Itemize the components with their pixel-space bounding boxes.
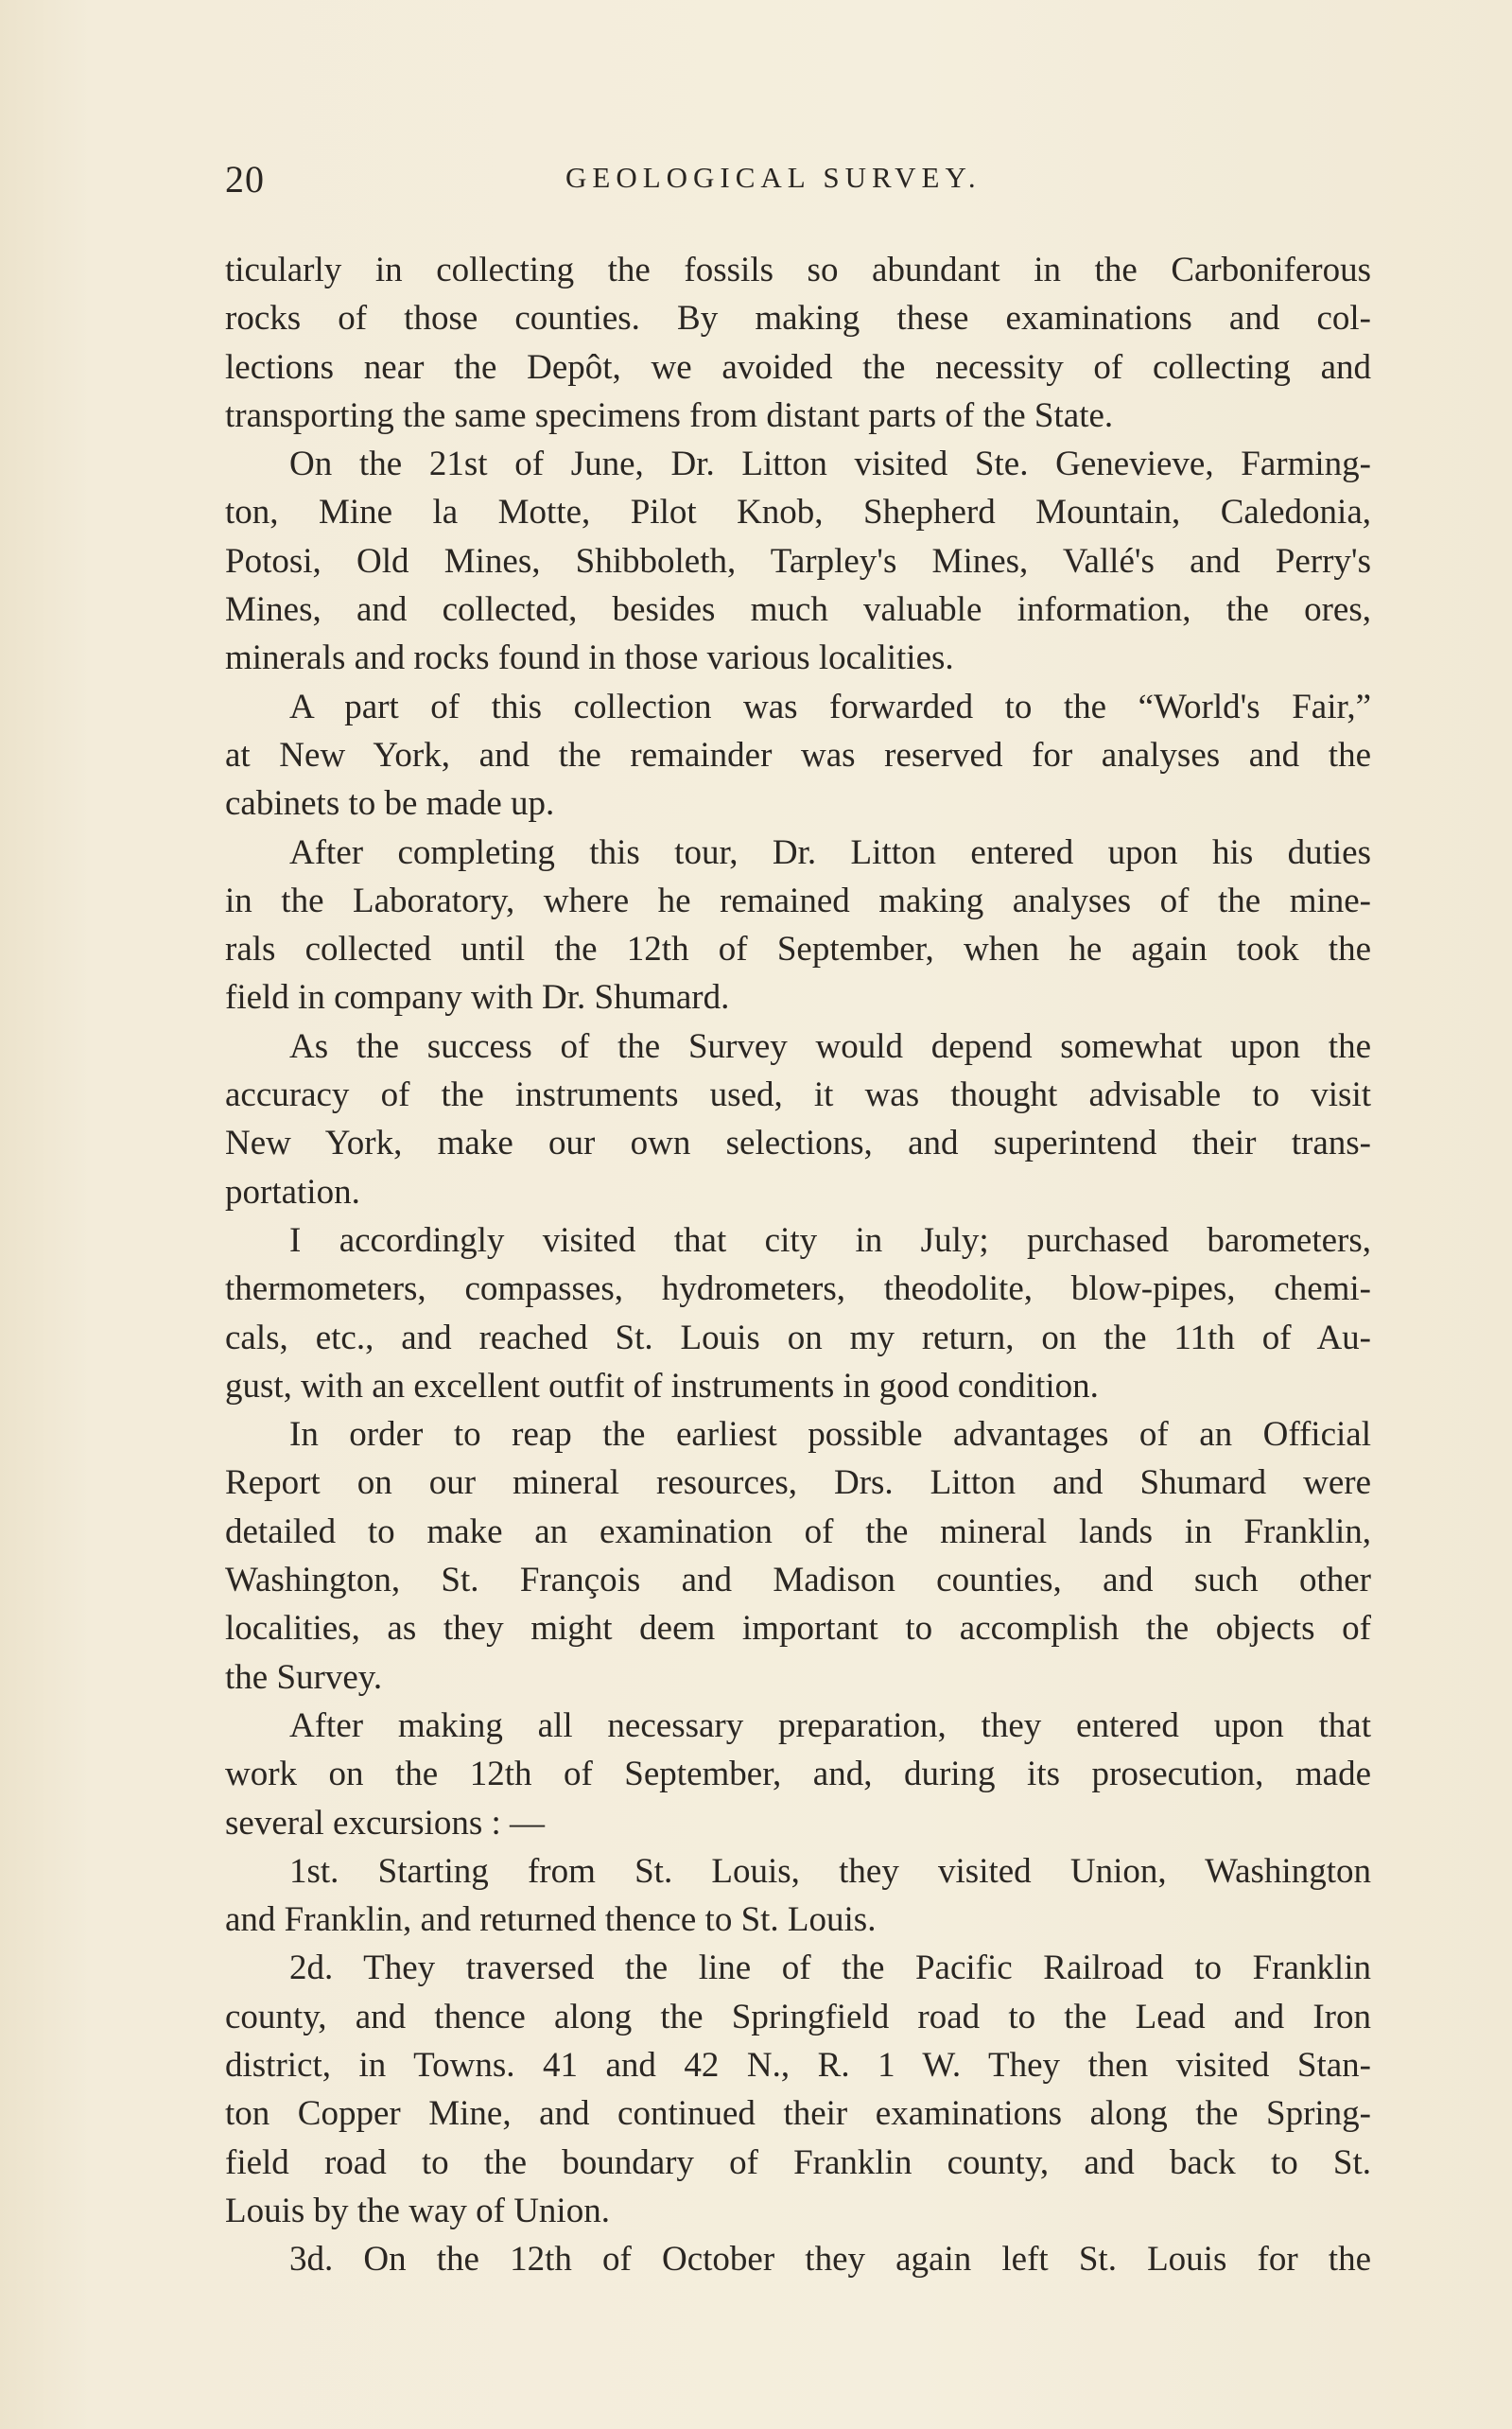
page-number: 20 <box>225 158 265 201</box>
text-line: thermometers, compasses, hydrometers, theodolite, blow-pipes, chemi- <box>225 1269 1371 1309</box>
running-head: GEOLOGICAL SURVEY. <box>565 161 982 194</box>
text-line: ton, Mine la Motte, Pilot Knob, Shepherd Mountain, Caledonia, <box>225 493 1371 533</box>
text-line: accuracy of the instruments used, it was thought advisable to visit <box>225 1075 1371 1115</box>
text-line: Washington, St. François and Madison counties, and such other <box>225 1561 1371 1600</box>
text-line: transporting the same specimens from distant parts of the State. <box>225 395 1114 435</box>
text-line: localities, as they might deem important to accomplish the objects of <box>225 1609 1371 1649</box>
text-line: cabinets to be made up. <box>225 784 555 824</box>
text-line: minerals and rocks found in those various localities. <box>225 638 954 678</box>
text-line: county, and thence along the Springfield road to the Lead and Iron <box>225 1997 1371 2036</box>
text-line: the Survey. <box>225 1657 383 1697</box>
text-line: A part of this collection was forwarded to the “World's Fair,” <box>289 687 1371 726</box>
body-text <box>225 246 1371 2283</box>
text-line: field road to the boundary of Franklin county, and back to St. <box>225 2142 1371 2182</box>
text-line: cals, etc., and reached St. Louis on my return, on the 11th of Au- <box>225 1318 1371 1357</box>
text-line: After making all necessary preparation, they entered upon that <box>289 1705 1371 1745</box>
text-line: Potosi, Old Mines, Shibboleth, Tarpley's Mines, Vallé's and Perry's <box>225 541 1371 581</box>
page-header <box>225 151 1371 208</box>
text-line: several excursions : — <box>225 1803 546 1843</box>
text-line: gust, with an excellent outfit of instruments in good condition. <box>225 1366 1099 1406</box>
text-line: rals collected until the 12th of September, when he again took the <box>225 930 1371 970</box>
text-line: As the success of the Survey would depend somewhat upon the <box>289 1026 1371 1066</box>
text-line: In order to reap the earliest possible advantages of an Official <box>289 1415 1371 1455</box>
text-line: On the 21st of June, Dr. Litton visited Ste. Genevieve, Farming- <box>289 445 1371 484</box>
text-line: detailed to make an examination of the mineral lands in Franklin, <box>225 1512 1371 1551</box>
text-line: and Franklin, and returned thence to St. Louis. <box>225 1900 877 1940</box>
text-line: 1st. Starting from St. Louis, they visited Union, Washington <box>289 1851 1371 1891</box>
text-line: Mines, and collected, besides much valuable information, the ores, <box>225 590 1371 630</box>
text-line: rocks of those counties. By making these examinations and col- <box>225 299 1371 339</box>
text-line: I accordingly visited that city in July; purchased barometers, <box>289 1220 1371 1260</box>
text-line: at New York, and the remainder was reserved for analyses and the <box>225 735 1371 775</box>
text-line: After completing this tour, Dr. Litton entered upon his duties <box>289 832 1371 872</box>
text-line: work on the 12th of September, and, during its prosecution, made <box>225 1755 1371 1794</box>
text-line: Louis by the way of Union. <box>225 2191 610 2230</box>
text-line: lections near the Depôt, we avoided the necessity of collecting and <box>225 347 1371 387</box>
text-line: ton Copper Mine, and continued their examinations along the Spring- <box>225 2094 1371 2134</box>
text-line: New York, make our own selections, and superintend their trans- <box>225 1124 1371 1163</box>
text-line: portation. <box>225 1172 360 1212</box>
text-line: district, in Towns. 41 and 42 N., R. 1 W. They then visited Stan- <box>225 2045 1371 2085</box>
text-line: ticularly in collecting the fossils so abundant in the Carboniferous <box>225 251 1371 289</box>
text-line: field in company with Dr. Shumard. <box>225 978 730 1018</box>
text-line: 2d. They traversed the line of the Pacific Railroad to Franklin <box>289 1948 1371 1988</box>
text-line: Report on our mineral resources, Drs. Litton and Shumard were <box>225 1463 1371 1503</box>
text-line: 3d. On the 12th of October they again left St. Louis for the <box>289 2240 1371 2280</box>
text-line: in the Laboratory, where he remained making analyses of the mine- <box>225 881 1371 920</box>
